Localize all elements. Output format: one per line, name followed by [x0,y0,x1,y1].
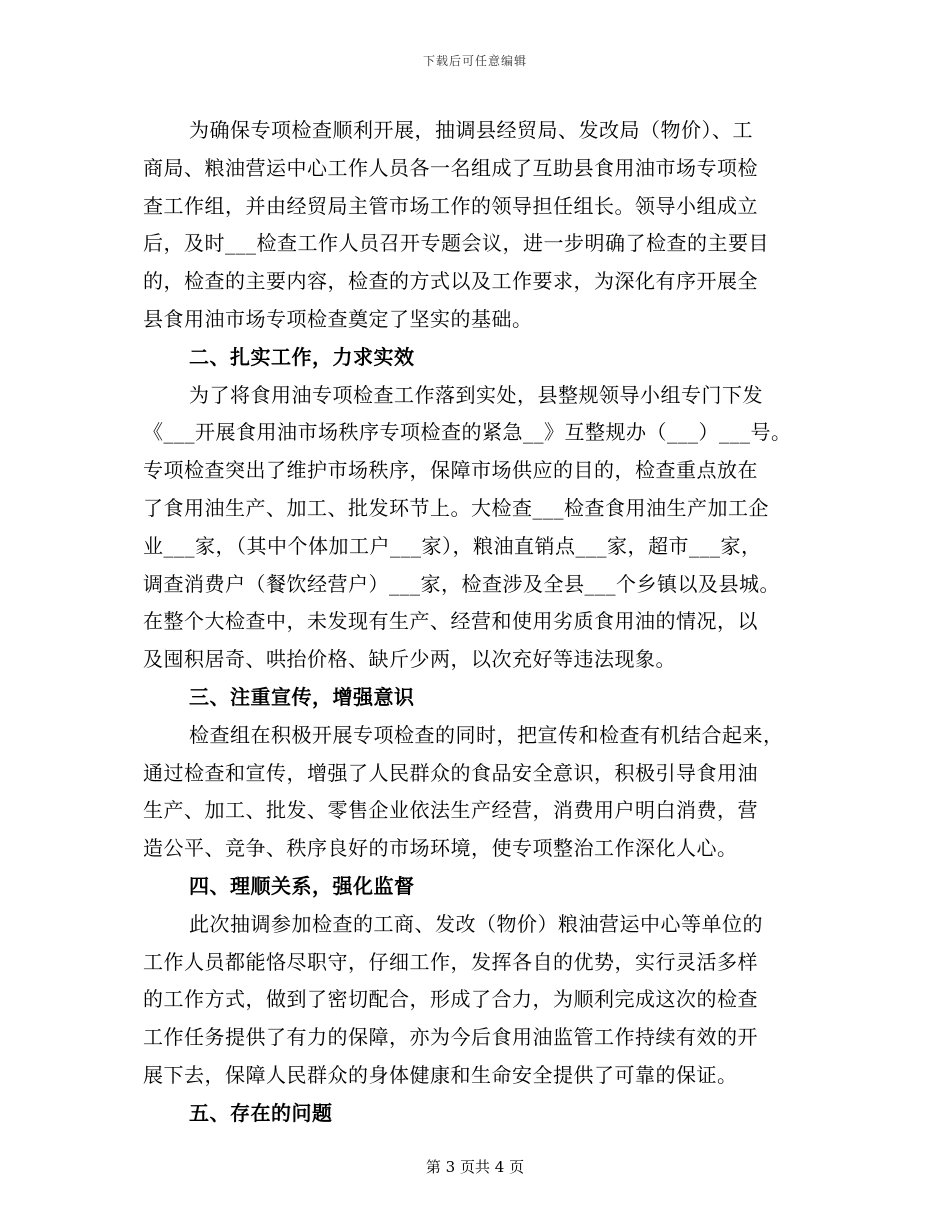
section-heading: 四、理顺关系，强化监督 [189,873,415,898]
paragraph-line: 《___开展食用油市场秩序专项检查的紧急__》互整规办（___）___号。 [143,420,792,445]
paragraph-line: 检查组在积极开展专项检查的同时，把宣传和检查有机结合起来， [189,722,784,747]
paragraph-line: 展下去，保障人民群众的身体健康和生命安全提供了可靠的保证。 [143,1062,738,1087]
paragraph-line: 工作人员都能恪尽职守，仔细工作，发挥各自的优势，实行灵活多样 [143,949,758,974]
paragraph-line: 后，及时___检查工作人员召开专题会议，进一步明确了检查的主要目 [143,231,769,256]
paragraph-line: 及囤积居奇、哄抬价格、缺斤少两，以次充好等违法现象。 [143,647,676,672]
paragraph-line: 为确保专项检查顺利开展，抽调县经贸局、发改局（物价）、工 [189,118,753,142]
paragraph-line: 商局、粮油营运中心工作人员各一名组成了互助县食用油市场专项检 [143,155,758,180]
paragraph-line: 造公平、竞争、秩序良好的市场环境，使专项整治工作深化人心。 [143,836,738,861]
paragraph-line: 的工作方式，做到了密切配合，形成了合力，为顺利完成这次的检查 [143,987,758,1012]
paragraph-line: 在整个大检查中，未发现有生产、经营和使用劣质食用油的情况，以 [143,609,758,634]
paragraph-line: 此次抽调参加检查的工商、发改（物价）粮油营运中心等单位的 [189,911,763,936]
paragraph-line: 县食用油市场专项检查奠定了坚实的基础。 [143,306,533,331]
section-heading: 五、存在的问题 [189,1100,333,1125]
document-body [143,112,823,1133]
paragraph-line: 通过检查和宣传，增强了人民群众的食品安全意识，积极引导食用油 [143,760,758,785]
section-heading: 二、扎实工作，力求实效 [189,344,415,369]
paragraph-line: 专项检查突出了维护市场秩序，保障市场供应的目的，检查重点放在 [143,458,758,483]
page-header-note: 下载后可任意编辑 [422,54,527,68]
paragraph-line: 生产、加工、批发、零售企业依法生产经营，消费用户明白消费，营 [143,798,758,823]
page-number: 第 3 页共 4 页 [425,1158,525,1176]
paragraph-line: 了食用油生产、加工、批发环节上。大检查___检查食用油生产加工企 [143,495,769,520]
paragraph-line: 工作任务提供了有力的保障，亦为今后食用油监管工作持续有效的开 [143,1025,758,1050]
paragraph-line: 业___家，（其中个体加工户___家），粮油直销点___家，超市___家， [143,533,762,558]
paragraph-line: 的，检查的主要内容，检查的方式以及工作要求，为深化有序开展全 [143,269,758,294]
paragraph-line: 调查消费户（餐饮经营户）___家，检查涉及全县___个乡镇以及县城。 [143,571,780,596]
paragraph-line: 为了将食用油专项检查工作落到实处，县整规领导小组专门下发 [189,382,763,407]
paragraph-line: 查工作组，并由经贸局主管市场工作的领导担任组长。领导小组成立 [143,193,758,218]
section-heading: 三、注重宣传，增强意识 [189,684,415,709]
